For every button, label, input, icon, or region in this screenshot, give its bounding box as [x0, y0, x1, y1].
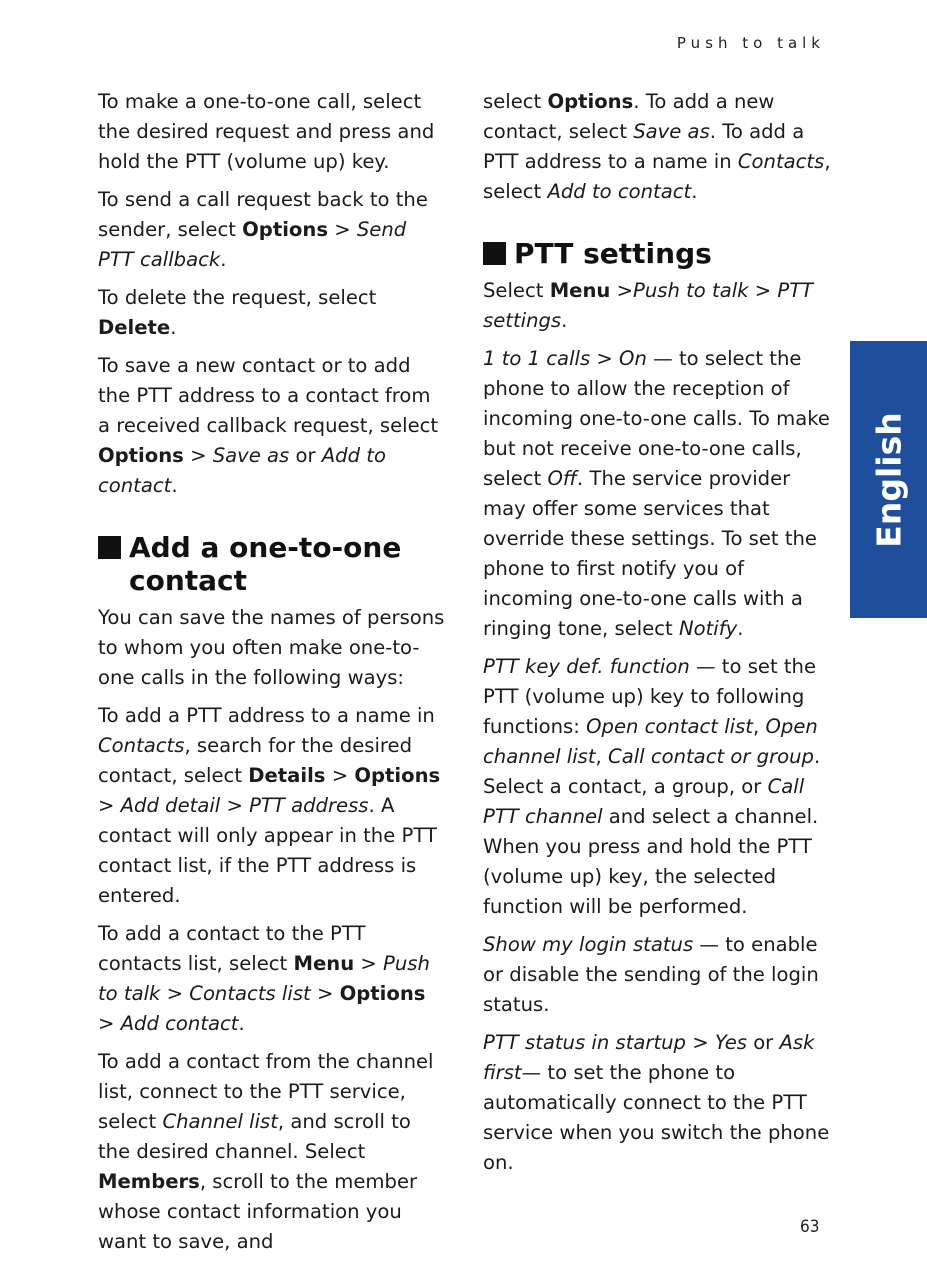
right-column	[483, 87, 831, 1186]
paragraph-add-ptt-address: To add a PTT address to a name in Contacts, search for the desired contact, select Details > Options > Add detail > PTT address. A contact will only appear in the PTT contact list, if the PTT address is entered.	[98, 704, 441, 907]
heading-add-contact: Add a one-to-one contact	[98, 531, 446, 597]
paragraph-key-function: PTT key def. function — to set the PTT (volume up) key to following functions: Open contact list, Open channel list, Call contact or group. Select a contact, a group, or Call PTT channel and select a channel. When you press and hold the PTT (volume up) key, the selected function will be performed.	[483, 655, 821, 918]
heading-bullet-square	[483, 242, 506, 265]
left-column	[98, 87, 446, 1265]
paragraph-make-call: To make a one-to-one call, select the desired request and press and hold the PTT (volume up) key.	[98, 90, 435, 173]
language-tab	[850, 341, 927, 618]
heading-bullet-square	[98, 536, 121, 559]
paragraph-select-options: select Options. To add a new contact, select Save as. To add a PTT address to a name in Contacts, select Add to contact.	[483, 90, 831, 203]
paragraph-one-to-one-calls: 1 to 1 calls > On — to select the phone to allow the reception of incoming one-to-one calls. To make but not receive one-to-one calls, select Off. The service provider may offer some services that override these settings. To set the phone to first notify you of incoming one-to-one calls with a ringing tone, select Notify.	[483, 347, 830, 640]
heading-ptt-settings: PTT settings	[483, 237, 831, 270]
running-header: Push to talk	[676, 34, 825, 52]
paragraph-add-to-contacts-list: To add a contact to the PTT contacts list, select Menu > Push to talk > Contacts list > Options > Add contact.	[98, 922, 430, 1035]
paragraph-login-status: Show my login status — to enable or disable the sending of the login status.	[483, 933, 819, 1016]
paragraph-save-contact: To save a new contact or to add the PTT address to a contact from a received callback request, select Options > Save as or Add to contact.	[98, 354, 439, 497]
paragraph-add-from-channel: To add a contact from the channel list, connect to the PTT service, select Channel list, and scroll to the desired channel. Select Members, scroll to the member whose contact information you want to save, and	[98, 1050, 434, 1253]
paragraph-delete-request: To delete the request, select Delete.	[98, 286, 377, 339]
paragraph-save-names: You can save the names of persons to whom you often make one-to-one calls in the following ways:	[98, 606, 445, 689]
paragraph-settings-path: Select Menu >Push to talk > PTT settings.	[483, 279, 814, 332]
language-tab-label: English	[869, 411, 908, 548]
page-number: 63	[800, 1217, 820, 1237]
paragraph-status-startup: PTT status in startup > Yes or Ask first— to set the phone to automatically connect to the PTT service when you switch the phone on.	[483, 1031, 830, 1174]
paragraph-send-callback: To send a call request back to the sender, select Options > Send PTT callback.	[98, 188, 428, 271]
